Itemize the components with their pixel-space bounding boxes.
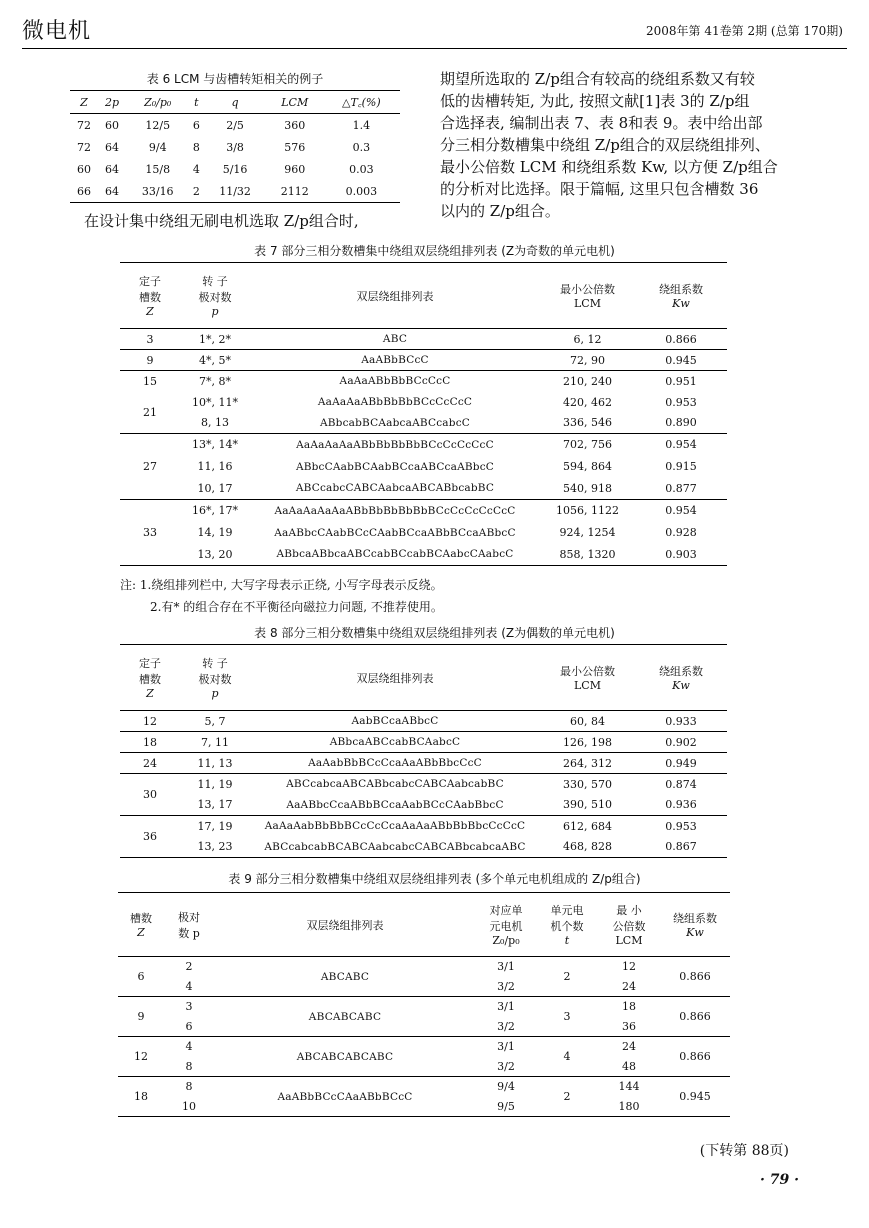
cell: 13*, 14* — [192, 438, 238, 452]
header-line: 槽数 — [139, 673, 161, 686]
header-line: LCM — [574, 679, 601, 692]
cell: 6 — [192, 118, 200, 132]
cell: 4*, 5* — [199, 353, 231, 367]
cell: 0.954 — [665, 438, 697, 452]
cell: AaAaABbBbBCcCcC — [339, 375, 451, 388]
header-line: Kw — [686, 926, 704, 939]
table6 — [70, 90, 400, 203]
cell: 3/8 — [226, 140, 244, 154]
header-line: 极对数 — [198, 673, 232, 686]
header-line: 公倍数 — [612, 920, 646, 933]
cell: 14, 19 — [197, 526, 233, 539]
header-line: p — [211, 305, 219, 318]
cell: 13, 20 — [197, 547, 233, 561]
paragraph-line: 的分析对比选择。限于篇幅, 这里只包含槽数 36 — [440, 180, 759, 198]
cell: 0.867 — [665, 840, 697, 854]
cell: 0.874 — [665, 777, 697, 791]
table-row — [120, 753, 727, 774]
cell: 468, 828 — [563, 840, 612, 854]
header-line: 数 p — [178, 926, 200, 940]
cell: 72, 90 — [570, 353, 605, 367]
paragraph-line: 合选择表, 编制出表 7、表 8和表 9。表中给出部 — [440, 114, 763, 132]
cell: 702, 756 — [563, 438, 612, 452]
table-row — [70, 180, 400, 203]
header-line: LCM — [615, 934, 643, 947]
header-cell — [635, 645, 727, 711]
cell: ABbcaABCcabBCAabcC — [329, 736, 461, 748]
header-line: 最小公倍数 — [560, 665, 615, 678]
cell: 0.903 — [665, 547, 697, 561]
header-cell — [660, 893, 730, 957]
table-row — [120, 350, 727, 371]
cell: 24 — [143, 756, 157, 770]
cell: 2 — [192, 184, 200, 198]
cell: AaABbBCcCAaABbBCcC — [277, 1090, 413, 1103]
header-cell — [180, 645, 250, 711]
header-line: Kw — [672, 297, 690, 310]
table8 — [120, 644, 727, 858]
cell: AaAaAaAaAaABbBbBbBbBbBCcCcCcCcCcC — [274, 504, 516, 517]
cell: ABbcabBCAabcaABCcabcC — [319, 416, 471, 429]
cell: 3/2 — [497, 979, 515, 993]
cell: 3 — [146, 332, 154, 346]
header-cell — [120, 263, 180, 329]
cell: 360 — [284, 118, 306, 132]
page-number: · 79 · — [760, 1172, 799, 1188]
left-paragraph: 在设计集中绕组无刷电机选取 Z/p组合时, — [84, 212, 359, 230]
cell: 48 — [622, 1059, 636, 1073]
cell: 33 — [143, 526, 157, 539]
header-line: 转 子 — [202, 657, 228, 670]
cell: 0.866 — [679, 970, 711, 983]
cell: ABCcabcabBCABCAabcabcCABCABbcabcaABC — [264, 840, 526, 853]
table9-caption: 表 9 部分三相分数槽集中绕组双层绕组排列表 (多个单元电机组成的 Z/p组合) — [228, 872, 641, 886]
cell: 3 — [563, 1010, 571, 1023]
right-paragraph — [440, 68, 850, 222]
cell: 10 — [182, 1099, 196, 1113]
header-line: Z — [146, 305, 154, 318]
cell: ABCABC — [320, 970, 370, 983]
header-line: t — [564, 934, 570, 947]
cell: 0.945 — [665, 353, 697, 367]
cell: 0.936 — [665, 798, 697, 812]
cell: 72 — [76, 140, 91, 154]
cell: 1*, 2* — [199, 332, 231, 346]
cell: 36 — [143, 830, 157, 843]
journal-title: 微电机 — [22, 19, 92, 44]
cell: 18 — [622, 1000, 636, 1014]
table-row — [120, 434, 727, 456]
cell: 11/32 — [219, 184, 251, 198]
cell: 0.949 — [665, 756, 697, 770]
cell: 13, 17 — [197, 798, 233, 812]
cell: 9/4 — [148, 140, 167, 154]
cell: ABC — [382, 333, 408, 345]
cell: 10*, 11* — [192, 395, 238, 409]
header-line: Kw — [672, 679, 690, 692]
cell: 3/2 — [497, 1019, 515, 1033]
cell: 126, 198 — [563, 735, 612, 749]
cell: ABCABCABCABC — [296, 1050, 394, 1063]
cell: 15/8 — [145, 162, 171, 176]
table-row — [120, 795, 727, 816]
cell: 60 — [76, 162, 91, 176]
table-row — [120, 413, 727, 434]
cell: 0.003 — [345, 184, 378, 198]
header-line: LCM — [574, 297, 601, 310]
cell: 4 — [563, 1050, 571, 1063]
cell: ABCcabcCABCAabcaABCABbcabBC — [295, 482, 495, 495]
cell: 6, 12 — [573, 332, 602, 346]
table-row — [120, 478, 727, 500]
header-cell — [540, 645, 635, 711]
cell: 9 — [146, 353, 154, 367]
cell: 12 — [134, 1050, 148, 1063]
cell: 24 — [622, 979, 636, 993]
cell: 36 — [622, 1019, 636, 1033]
cell: 13, 23 — [197, 840, 233, 854]
cell: 9/4 — [497, 1080, 515, 1094]
header-cell: 双层绕组排列表 — [356, 289, 434, 303]
header-cell — [118, 893, 164, 957]
paragraph-line: 期望所选取的 Z/p组合有较高的绕组系数又有较 — [440, 70, 755, 88]
cell: 0.890 — [665, 416, 697, 430]
cell: 960 — [284, 162, 306, 176]
cell: 0.03 — [349, 162, 374, 176]
cell: 30 — [143, 788, 157, 801]
cell: 0.933 — [665, 714, 697, 728]
cell: 5, 7 — [204, 714, 226, 728]
cell: 0.945 — [679, 1090, 711, 1103]
table-row — [120, 456, 727, 478]
cell: 6 — [185, 1019, 193, 1033]
cell: 12 — [622, 960, 636, 974]
cell: AaABbBCcC — [361, 354, 429, 366]
header-line: 绕组系数 — [659, 283, 703, 296]
cell: 3 — [185, 1000, 193, 1014]
cell: 7, 11 — [201, 735, 229, 749]
cell: AabBCcaABbcC — [351, 715, 439, 727]
cell: 64 — [105, 184, 119, 198]
cell: 0.877 — [665, 481, 697, 495]
cell: 420, 462 — [563, 395, 612, 409]
cell: ABbcaABbcaABCcabBCcabBCAabcCAabcC — [276, 548, 514, 561]
cell: 0.951 — [665, 374, 697, 388]
header-cell — [476, 893, 536, 957]
cell: 0.915 — [665, 460, 697, 473]
paragraph-line: 以内的 Z/p组合。 — [440, 202, 560, 220]
cell: AaABbcCcaABbBCcaAabBCcCAabBbcC — [286, 798, 504, 811]
cell: 0.928 — [665, 526, 697, 539]
paragraph-line: 分三相分数槽集中绕组 Z/p组合的双层绕组排列、 — [440, 136, 770, 154]
header-cell — [540, 263, 635, 329]
table-row — [120, 774, 727, 795]
header-line: 定子 — [139, 657, 161, 670]
table-row — [120, 837, 727, 858]
cell: AaAaAabBbBbBCcCcCcaAaAaABbBbBbcCcCcC — [264, 820, 526, 833]
header-cell: q — [231, 95, 239, 109]
cell: AaAaAaABbBbBbBCcCcCcC — [317, 396, 473, 408]
header-line: 转 子 — [202, 275, 228, 288]
cell: 576 — [284, 140, 306, 154]
header-cell: △T꜀(%) — [342, 95, 381, 109]
cell: 8 — [185, 1059, 193, 1073]
cell: 1.4 — [352, 118, 371, 132]
issue-info: 2008年第 41卷第 2期 (总第 170期) — [646, 24, 843, 38]
header-line: Z — [137, 926, 145, 939]
cell: AaABbcCAabBCcCAabBCcaABbBCcaABbcC — [274, 526, 516, 539]
table7-note-1: 注: 1.绕组排列栏中, 大写字母表示正绕, 小写字母表示反绕。 — [120, 578, 443, 592]
header-line: 机个数 — [550, 920, 584, 933]
cell: 66 — [76, 184, 91, 198]
header-line: 极对数 — [198, 291, 232, 304]
table7-header-row — [120, 263, 727, 329]
cell: 27 — [143, 460, 157, 473]
header-cell — [180, 263, 250, 329]
cell: 330, 570 — [563, 777, 612, 791]
cell: 64 — [105, 162, 119, 176]
cell: 3/2 — [497, 1059, 515, 1073]
cell: 1056, 1122 — [556, 504, 619, 518]
table7-caption: 表 7 部分三相分数槽集中绕组双层绕组排列表 (Z为奇数的单元电机) — [254, 244, 615, 258]
table-row — [120, 732, 727, 753]
table8-header-row — [120, 645, 727, 711]
header-line: 最小公倍数 — [560, 283, 615, 296]
cell: 336, 546 — [563, 416, 612, 430]
cell: 17, 19 — [197, 819, 233, 833]
cell: 390, 510 — [563, 798, 612, 812]
cell: 0.866 — [679, 1050, 711, 1063]
cell: AaAaAaAaABbBbBbBbBCcCcCcCcC — [296, 438, 494, 451]
cell: 2 — [563, 1090, 571, 1103]
cell: 24 — [622, 1040, 636, 1054]
cell: 6 — [137, 970, 145, 983]
cell: 4 — [192, 162, 200, 176]
cell: 15 — [143, 374, 157, 388]
cell: 3/1 — [497, 960, 515, 974]
cell: 60 — [105, 118, 119, 132]
cell: 18 — [143, 735, 157, 749]
cell: 0.866 — [665, 332, 697, 346]
cell: 5/16 — [222, 162, 248, 176]
cell: 21 — [143, 405, 157, 419]
cell: ABCABCABC — [308, 1010, 382, 1023]
cell: 3/1 — [497, 1040, 515, 1054]
cell: 2/5 — [226, 118, 244, 132]
cell: 11, 19 — [197, 777, 233, 791]
header-line: Z₀/p₀ — [492, 934, 520, 947]
cell: 210, 240 — [563, 374, 612, 388]
cell: 11, 16 — [197, 460, 233, 473]
header-line: 定子 — [139, 275, 161, 288]
cell: 0.953 — [665, 819, 697, 833]
header-cell: Z — [80, 95, 88, 109]
table-row — [70, 114, 400, 137]
cell: 2112 — [280, 184, 309, 198]
cell: 60, 84 — [570, 714, 605, 728]
table6-header-row — [70, 91, 400, 114]
header-cell: t — [194, 95, 199, 109]
cell: 144 — [618, 1080, 640, 1094]
table-row — [118, 957, 730, 977]
header-line: 最 小 — [616, 904, 642, 917]
header-line: 绕组系数 — [673, 912, 717, 925]
cell: 858, 1320 — [559, 547, 616, 561]
header-cell: 2p — [104, 95, 120, 109]
header-cell — [120, 645, 180, 711]
header-cell: Z₀/p₀ — [144, 95, 172, 109]
table-row — [70, 136, 400, 158]
cell: 11, 13 — [197, 756, 233, 770]
cell: ABbcCAabBCAabBCcaABCcaABbcC — [295, 460, 495, 473]
table9-header-row — [118, 893, 730, 957]
header-cell — [164, 893, 214, 957]
cell: 0.3 — [352, 140, 371, 154]
header-line: Z — [146, 687, 154, 700]
table6-caption: 表 6 LCM 与齿槽转矩相关的例子 — [146, 72, 324, 86]
header-cell: 双层绕组排列表 — [356, 671, 434, 685]
header-cell: LCM — [281, 95, 309, 109]
header-line: 槽数 — [130, 912, 152, 925]
table-row — [120, 522, 727, 544]
cell: 12 — [143, 714, 157, 728]
cell: 0.902 — [665, 735, 697, 749]
cell: 9/5 — [497, 1099, 515, 1113]
header-line: p — [211, 687, 219, 700]
table-row — [120, 500, 727, 522]
header-cell: 双层绕组排列表 — [306, 918, 384, 932]
table-row — [118, 1077, 730, 1097]
cell: 10, 17 — [197, 481, 233, 495]
cell: ABCcabcaABCABbcabcCABCAabcabBC — [286, 778, 504, 791]
cell: 0.953 — [665, 395, 697, 409]
table-row — [120, 392, 727, 413]
cell: 16*, 17* — [192, 504, 238, 518]
cell: 612, 684 — [563, 819, 612, 833]
table-row — [118, 997, 730, 1017]
table-row — [120, 816, 727, 837]
table8-caption: 表 8 部分三相分数槽集中绕组双层绕组排列表 (Z为偶数的单元电机) — [254, 626, 615, 640]
header-line: 极对 — [178, 910, 200, 924]
cell: 4 — [185, 1040, 193, 1054]
cell: 18 — [134, 1090, 148, 1103]
cell: 33/16 — [141, 184, 174, 198]
cell: 8 — [185, 1080, 193, 1094]
header-cell — [598, 893, 660, 957]
cell: 12/5 — [145, 118, 171, 132]
cell: 0.866 — [679, 1010, 711, 1023]
cell: 594, 864 — [563, 460, 612, 473]
cell: 180 — [618, 1099, 640, 1113]
cell: 7*, 8* — [199, 374, 231, 388]
cell: 2 — [563, 970, 571, 983]
header-line: 槽数 — [139, 291, 161, 304]
table-row — [118, 1037, 730, 1057]
cell: 9 — [137, 1010, 145, 1023]
cell: 2 — [185, 960, 193, 974]
cell: 3/1 — [497, 1000, 515, 1014]
cell: 0.954 — [665, 504, 697, 518]
paragraph-line: 最小公倍数 LCM 和绕组系数 Kw, 以方便 Z/p组合 — [440, 158, 778, 176]
cell: 4 — [185, 979, 193, 993]
paragraph-line: 低的齿槽转矩, 为此, 按照文献[1]表 3的 Z/p组 — [440, 92, 750, 110]
header-line: 单元电 — [550, 904, 584, 917]
table-row — [70, 158, 400, 180]
table9 — [118, 892, 730, 1117]
cell: AaAabBbBCcCcaAaABbBbcCcC — [308, 757, 482, 769]
cell: 924, 1254 — [559, 526, 616, 539]
table7-note-2: 2.有* 的组合存在不平衡径向磁拉力问题, 不推荐使用。 — [150, 600, 443, 614]
header-rule — [22, 48, 847, 49]
table-row — [120, 544, 727, 566]
header-line: 元电机 — [489, 920, 523, 933]
continued-note: (下转第 88页) — [699, 1143, 789, 1159]
table-row — [120, 329, 727, 350]
header-line: 绕组系数 — [659, 665, 703, 678]
cell: 8, 13 — [201, 416, 229, 430]
cell: 72 — [76, 118, 91, 132]
table-row — [120, 371, 727, 392]
table-row — [120, 711, 727, 732]
header-cell — [536, 893, 598, 957]
cell: 540, 918 — [563, 481, 612, 495]
cell: 8 — [192, 140, 200, 154]
table7 — [120, 262, 727, 566]
header-line: 对应单 — [489, 904, 523, 917]
cell: 264, 312 — [563, 756, 612, 770]
header-cell — [635, 263, 727, 329]
cell: 64 — [105, 140, 119, 154]
